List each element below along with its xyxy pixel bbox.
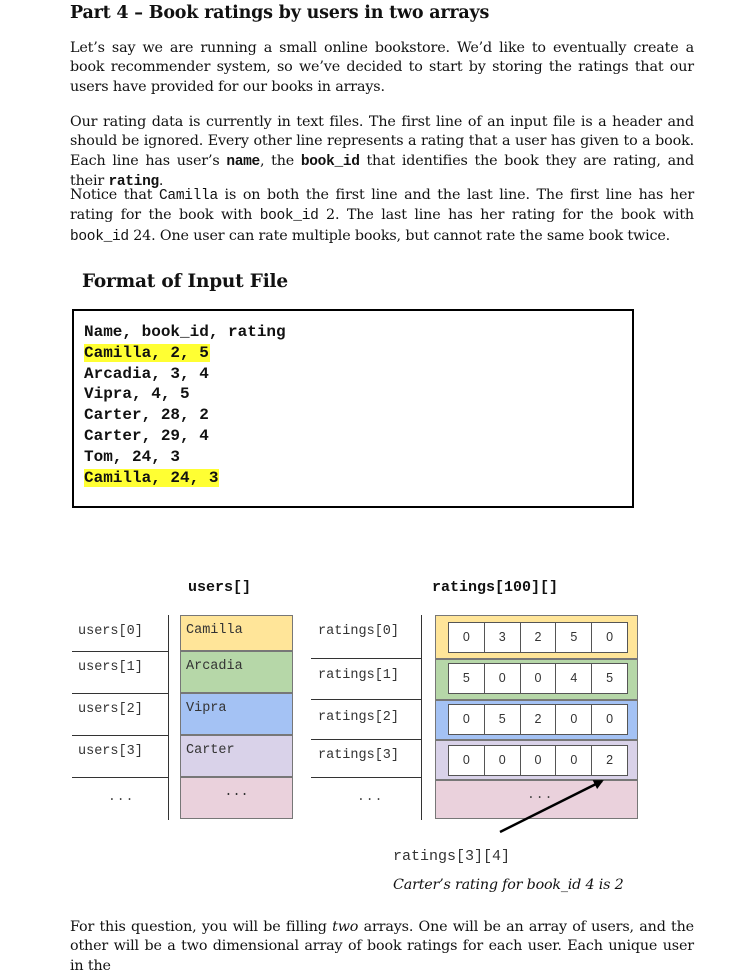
ratings-index-label: ratings[2] [318, 710, 400, 725]
callout-caption: Carter’s rating for book_id 4 is 2 [393, 877, 624, 893]
emphasis: two [332, 919, 359, 935]
ratings-index-label: ratings[3] [318, 748, 400, 763]
text: . [158, 172, 164, 189]
user-cell: Arcadia [180, 651, 293, 693]
book-id-code: book_id [259, 208, 319, 225]
rating-cell: 2 [606, 753, 614, 767]
users-index-label: users[1] [78, 660, 143, 675]
ratings-ellipsis: ... [357, 789, 384, 804]
section-heading: Part 4 – Book ratings by users in two arrays [70, 3, 490, 23]
rating-cell: 5 [606, 671, 614, 685]
rating-cell: 5 [485, 705, 521, 734]
rating-cell: 2 [521, 705, 557, 734]
ratings-index-label: ratings[0] [318, 624, 400, 639]
users-index-label: users[3] [78, 744, 143, 759]
rating-cell: 4 [556, 664, 592, 693]
code-text: Arcadia, 3, 4 [84, 364, 209, 383]
code-text: Name, book_id, rating [84, 323, 286, 341]
users-index-label: users[2] [78, 702, 143, 717]
rating-cell: 0 [521, 664, 557, 693]
text: , the [259, 152, 301, 169]
rating-cell: 3 [485, 623, 521, 652]
user-cell: Vipra [180, 693, 293, 735]
band-ellipsis: ... [527, 787, 554, 802]
user-cell: Carter [180, 735, 293, 777]
rating-cell: 0 [606, 630, 614, 644]
code-text: Carter, 28, 2 [84, 406, 209, 425]
rating-cell: 0 [556, 705, 592, 734]
user-cell-ellipsis: ... [180, 777, 293, 819]
text: Our rating data is currently in text files. The first line of an input file is a header and should be ignored. Every other line represents a rating that a user has given to a book. Each line has user’s [70, 114, 694, 169]
text: 2. The last line has her rating for the book with [318, 207, 694, 224]
code-text: Carter, 29, 4 [84, 426, 209, 445]
rating-cell: 2 [521, 623, 557, 652]
users-ellipsis: ... [108, 789, 135, 804]
arrow-line [500, 781, 602, 832]
format-title: Format of Input File [82, 271, 288, 292]
rating-cell: 5 [556, 623, 592, 652]
camilla-code: Camilla [159, 188, 218, 204]
text: that identifies the book they are rating, and their [70, 152, 695, 189]
text: For this question, you will be filling [70, 919, 333, 935]
rating-cell: 0 [449, 623, 485, 652]
user-cell: Camilla [180, 615, 293, 651]
ratings-array-title: ratings[100][] [432, 579, 559, 596]
rating-cell: 0 [556, 746, 592, 775]
users-array-title: users[] [188, 579, 252, 596]
rating-cell: 0 [449, 705, 485, 734]
ratings-index-label: ratings[1] [318, 668, 400, 683]
callout-code: ratings[3][4] [393, 848, 511, 865]
rating-cell: 0 [521, 746, 557, 775]
text: is on both the first line and the last line. The first line has her rating for the book with [70, 187, 694, 224]
users-index-label: users[0] [78, 624, 143, 639]
text: arrays. One will be an array of users, and the other will be a two dimensional array of book ratings for each user. Each unique user in the [70, 919, 694, 974]
rating-cell: 0 [485, 664, 521, 693]
book-id-keyword: book_id [300, 153, 360, 170]
book-id-code: book_id [70, 228, 129, 245]
highlighted-code-text: Camilla, 24, 3 [84, 468, 219, 487]
rating-keyword: rating [108, 173, 159, 190]
text: Notice that [70, 187, 160, 203]
code-text: Vipra, 4, 5 [84, 385, 190, 404]
rating-cell: 5 [449, 664, 485, 693]
rating-cell: 0 [606, 712, 614, 726]
highlighted-code-text: Camilla, 2, 5 [84, 343, 209, 362]
code-text: Tom, 24, 3 [84, 447, 181, 466]
text: 24. One user can rate multiple books, but cannot rate the same book twice. [128, 227, 671, 244]
closing-paragraph [70, 918, 694, 976]
rating-cell: 0 [485, 746, 521, 775]
name-keyword: name [226, 153, 260, 170]
intro-paragraph: Let’s say we are running a small online bookstore. We’d like to eventually create a book recommender system, so we’ve decided to start by storing the ratings that our users have provided for our books in arrays. [70, 40, 694, 95]
rating-cell: 0 [449, 746, 485, 775]
